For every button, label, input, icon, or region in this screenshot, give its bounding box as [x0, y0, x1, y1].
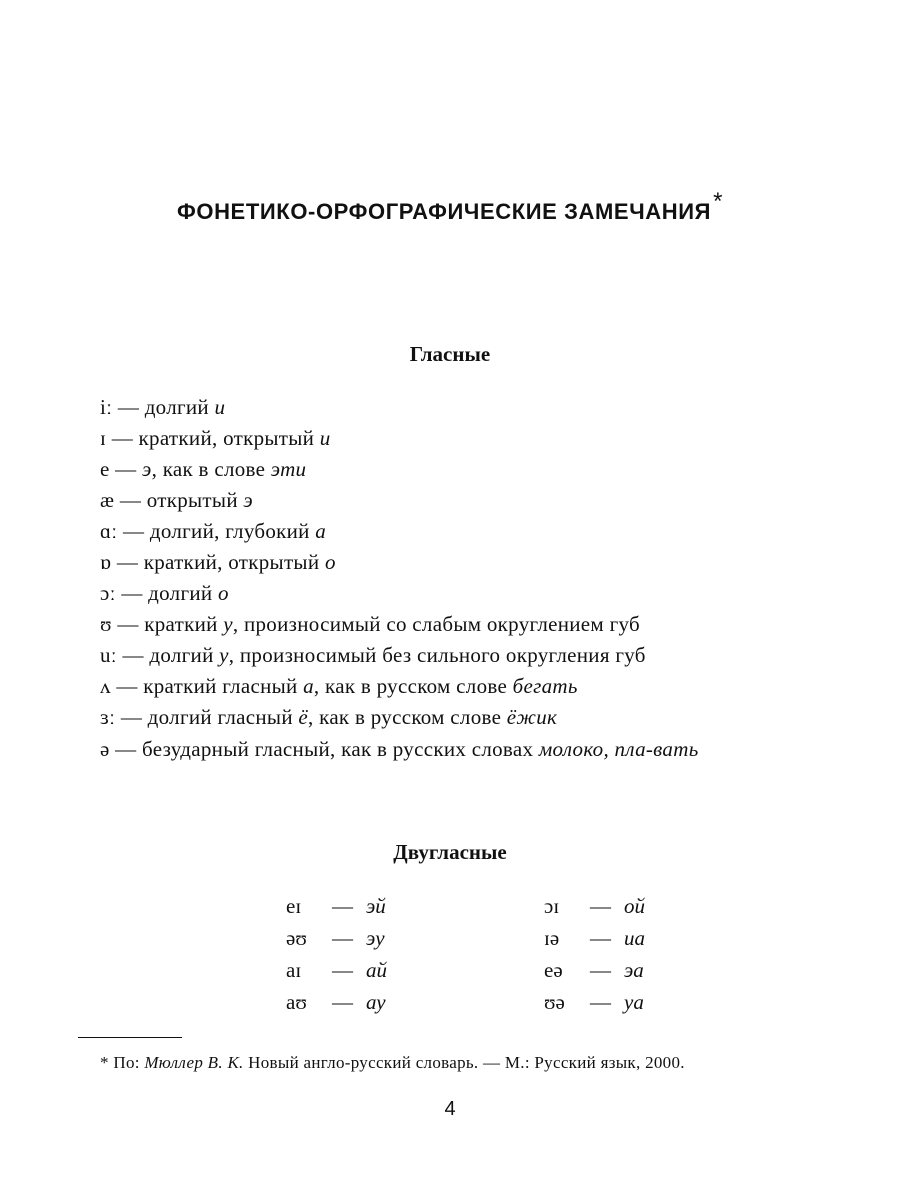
diphthong-value: ой: [624, 894, 645, 918]
vowel-example: ёжик: [506, 705, 558, 729]
diphthong-value: эу: [366, 926, 385, 950]
vowel-description-tail: , как в русском слове: [313, 674, 513, 698]
diphthong-symbol: aʊ: [286, 990, 307, 1014]
vowels-list: [100, 392, 840, 765]
footnote-prefix: По:: [108, 1053, 145, 1072]
vowel-example: э: [243, 488, 253, 512]
vowel-row: ɜː — долгий гласный ё, как в русском слове ёжик: [100, 705, 558, 729]
title-footnote-mark: *: [713, 188, 724, 215]
dash: —: [332, 958, 353, 982]
vowel-row: ɔː — долгий о: [100, 581, 229, 605]
vowel-symbol: e: [100, 457, 110, 481]
vowel-description: краткий: [144, 612, 224, 636]
page-title-text: ФОНЕТИКО-ОРФОГРАФИЧЕСКИЕ ЗАМЕЧАНИЯ: [176, 199, 712, 224]
diphthong-value: ау: [366, 990, 386, 1014]
vowel-example: ё: [298, 705, 309, 729]
diphthong-symbol: eɪ: [286, 894, 302, 918]
vowel-symbol: ɒ: [100, 550, 112, 574]
diphthong-row: [286, 890, 387, 922]
diphthong-symbol: əʊ: [286, 926, 307, 950]
diphthong-row: [544, 986, 645, 1018]
vowel-example: э: [142, 457, 152, 481]
vowel-symbol: uː: [100, 643, 117, 667]
diphthong-symbol: aɪ: [286, 958, 302, 982]
vowel-description: , как в слове: [151, 457, 271, 481]
footnote-divider: [78, 1037, 182, 1038]
vowel-row: iː — долгий и: [100, 395, 226, 419]
vowel-example: у: [223, 612, 233, 636]
diphthong-row: [544, 954, 645, 986]
vowel-example: о: [218, 581, 229, 605]
footnote: [100, 1053, 685, 1073]
vowel-row: ʌ — краткий гласный а, как в русском слове бегать: [100, 674, 578, 698]
vowel-description-tail: , как в русском слове: [308, 705, 507, 729]
vowel-description: краткий гласный: [143, 674, 304, 698]
diphthong-value: ай: [366, 958, 387, 982]
vowel-symbol: ə: [100, 737, 110, 761]
diphthong-row: [544, 890, 645, 922]
vowel-example: бегать: [512, 674, 578, 698]
diphthong-value: иа: [624, 926, 645, 950]
footnote-text: Новый англо-русский словарь. — М.: Русский язык, 2000.: [243, 1053, 685, 1072]
vowel-row: ɪ — краткий, открытый и: [100, 426, 331, 450]
vowel-row: e — э, как в слове эти: [100, 457, 307, 481]
dash: —: [590, 926, 611, 950]
vowel-description: долгий, глубокий: [149, 519, 316, 543]
vowel-description: долгий: [144, 395, 215, 419]
vowel-symbol: ɑː: [100, 519, 118, 543]
vowel-description-tail: , произносимый без сильного округления губ: [228, 643, 646, 667]
diphthong-symbol: ʊə: [544, 990, 565, 1014]
vowel-row: æ — открытый э: [100, 488, 253, 512]
vowel-example: у: [219, 643, 229, 667]
dash: —: [590, 958, 611, 982]
vowel-description: долгий: [149, 643, 220, 667]
vowel-example: и: [214, 395, 226, 419]
diphthong-symbol: ɪə: [544, 926, 560, 950]
diphthongs-right-column: [544, 890, 645, 1018]
page-number: 4: [444, 1098, 456, 1120]
dash: —: [332, 990, 353, 1014]
vowel-description: краткий, открытый: [143, 550, 325, 574]
vowel-row: uː — долгий у, произносимый без сильного округления губ: [100, 643, 646, 667]
diphthongs-heading: Двугласные: [393, 840, 507, 864]
vowel-row: ɑː — долгий, глубокий а: [100, 519, 327, 543]
vowel-example: молоко, пла-вать: [538, 737, 699, 761]
vowel-symbol: ɔː: [100, 581, 116, 605]
vowel-example: а: [303, 674, 314, 698]
vowel-symbol: ɜː: [100, 705, 116, 729]
vowel-example: а: [315, 519, 327, 543]
vowel-row: ʊ — краткий у, произносимый со слабым округлением губ: [100, 612, 640, 636]
diphthongs-left-column: [286, 890, 387, 1018]
vowel-description: безударный гласный, как в русских словах: [142, 737, 539, 761]
diphthong-row: [286, 922, 387, 954]
vowel-example: эти: [270, 457, 307, 481]
dash: —: [332, 926, 353, 950]
diphthong-row: [286, 954, 387, 986]
vowel-example: и: [319, 426, 331, 450]
vowel-example: о: [324, 550, 336, 574]
vowels-heading: Гласные: [409, 342, 491, 366]
dash: —: [590, 894, 611, 918]
vowel-description-tail: , произносимый со слабым округлением губ: [232, 612, 640, 636]
diphthong-value: эа: [624, 958, 644, 982]
diphthong-row: [286, 986, 387, 1018]
vowel-description: долгий гласный: [147, 705, 299, 729]
vowel-symbol: æ: [100, 488, 115, 512]
vowel-row: ə — безударный гласный, как в русских словах молоко, пла-вать: [100, 737, 699, 761]
vowel-symbol: iː: [100, 395, 113, 419]
vowel-description: открытый: [146, 488, 244, 512]
diphthong-symbol: eə: [544, 958, 563, 982]
vowel-description: краткий, открытый: [138, 426, 320, 450]
diphthong-value: эй: [366, 894, 386, 918]
dash: —: [332, 894, 353, 918]
vowel-symbol: ʌ: [100, 674, 111, 698]
diphthong-value: уа: [624, 990, 644, 1014]
vowel-symbol: ʊ: [100, 612, 112, 636]
vowel-description: долгий: [148, 581, 218, 605]
footnote-mark: *: [100, 1053, 109, 1072]
dash: —: [590, 990, 611, 1014]
footnote-author: Мюллер В. К.: [144, 1053, 244, 1072]
vowel-symbol: ɪ: [100, 426, 107, 450]
diphthong-row: [544, 922, 645, 954]
diphthong-symbol: ɔɪ: [544, 894, 560, 918]
vowel-row: ɒ — краткий, открытый о: [100, 550, 336, 574]
page-title: [0, 188, 900, 226]
